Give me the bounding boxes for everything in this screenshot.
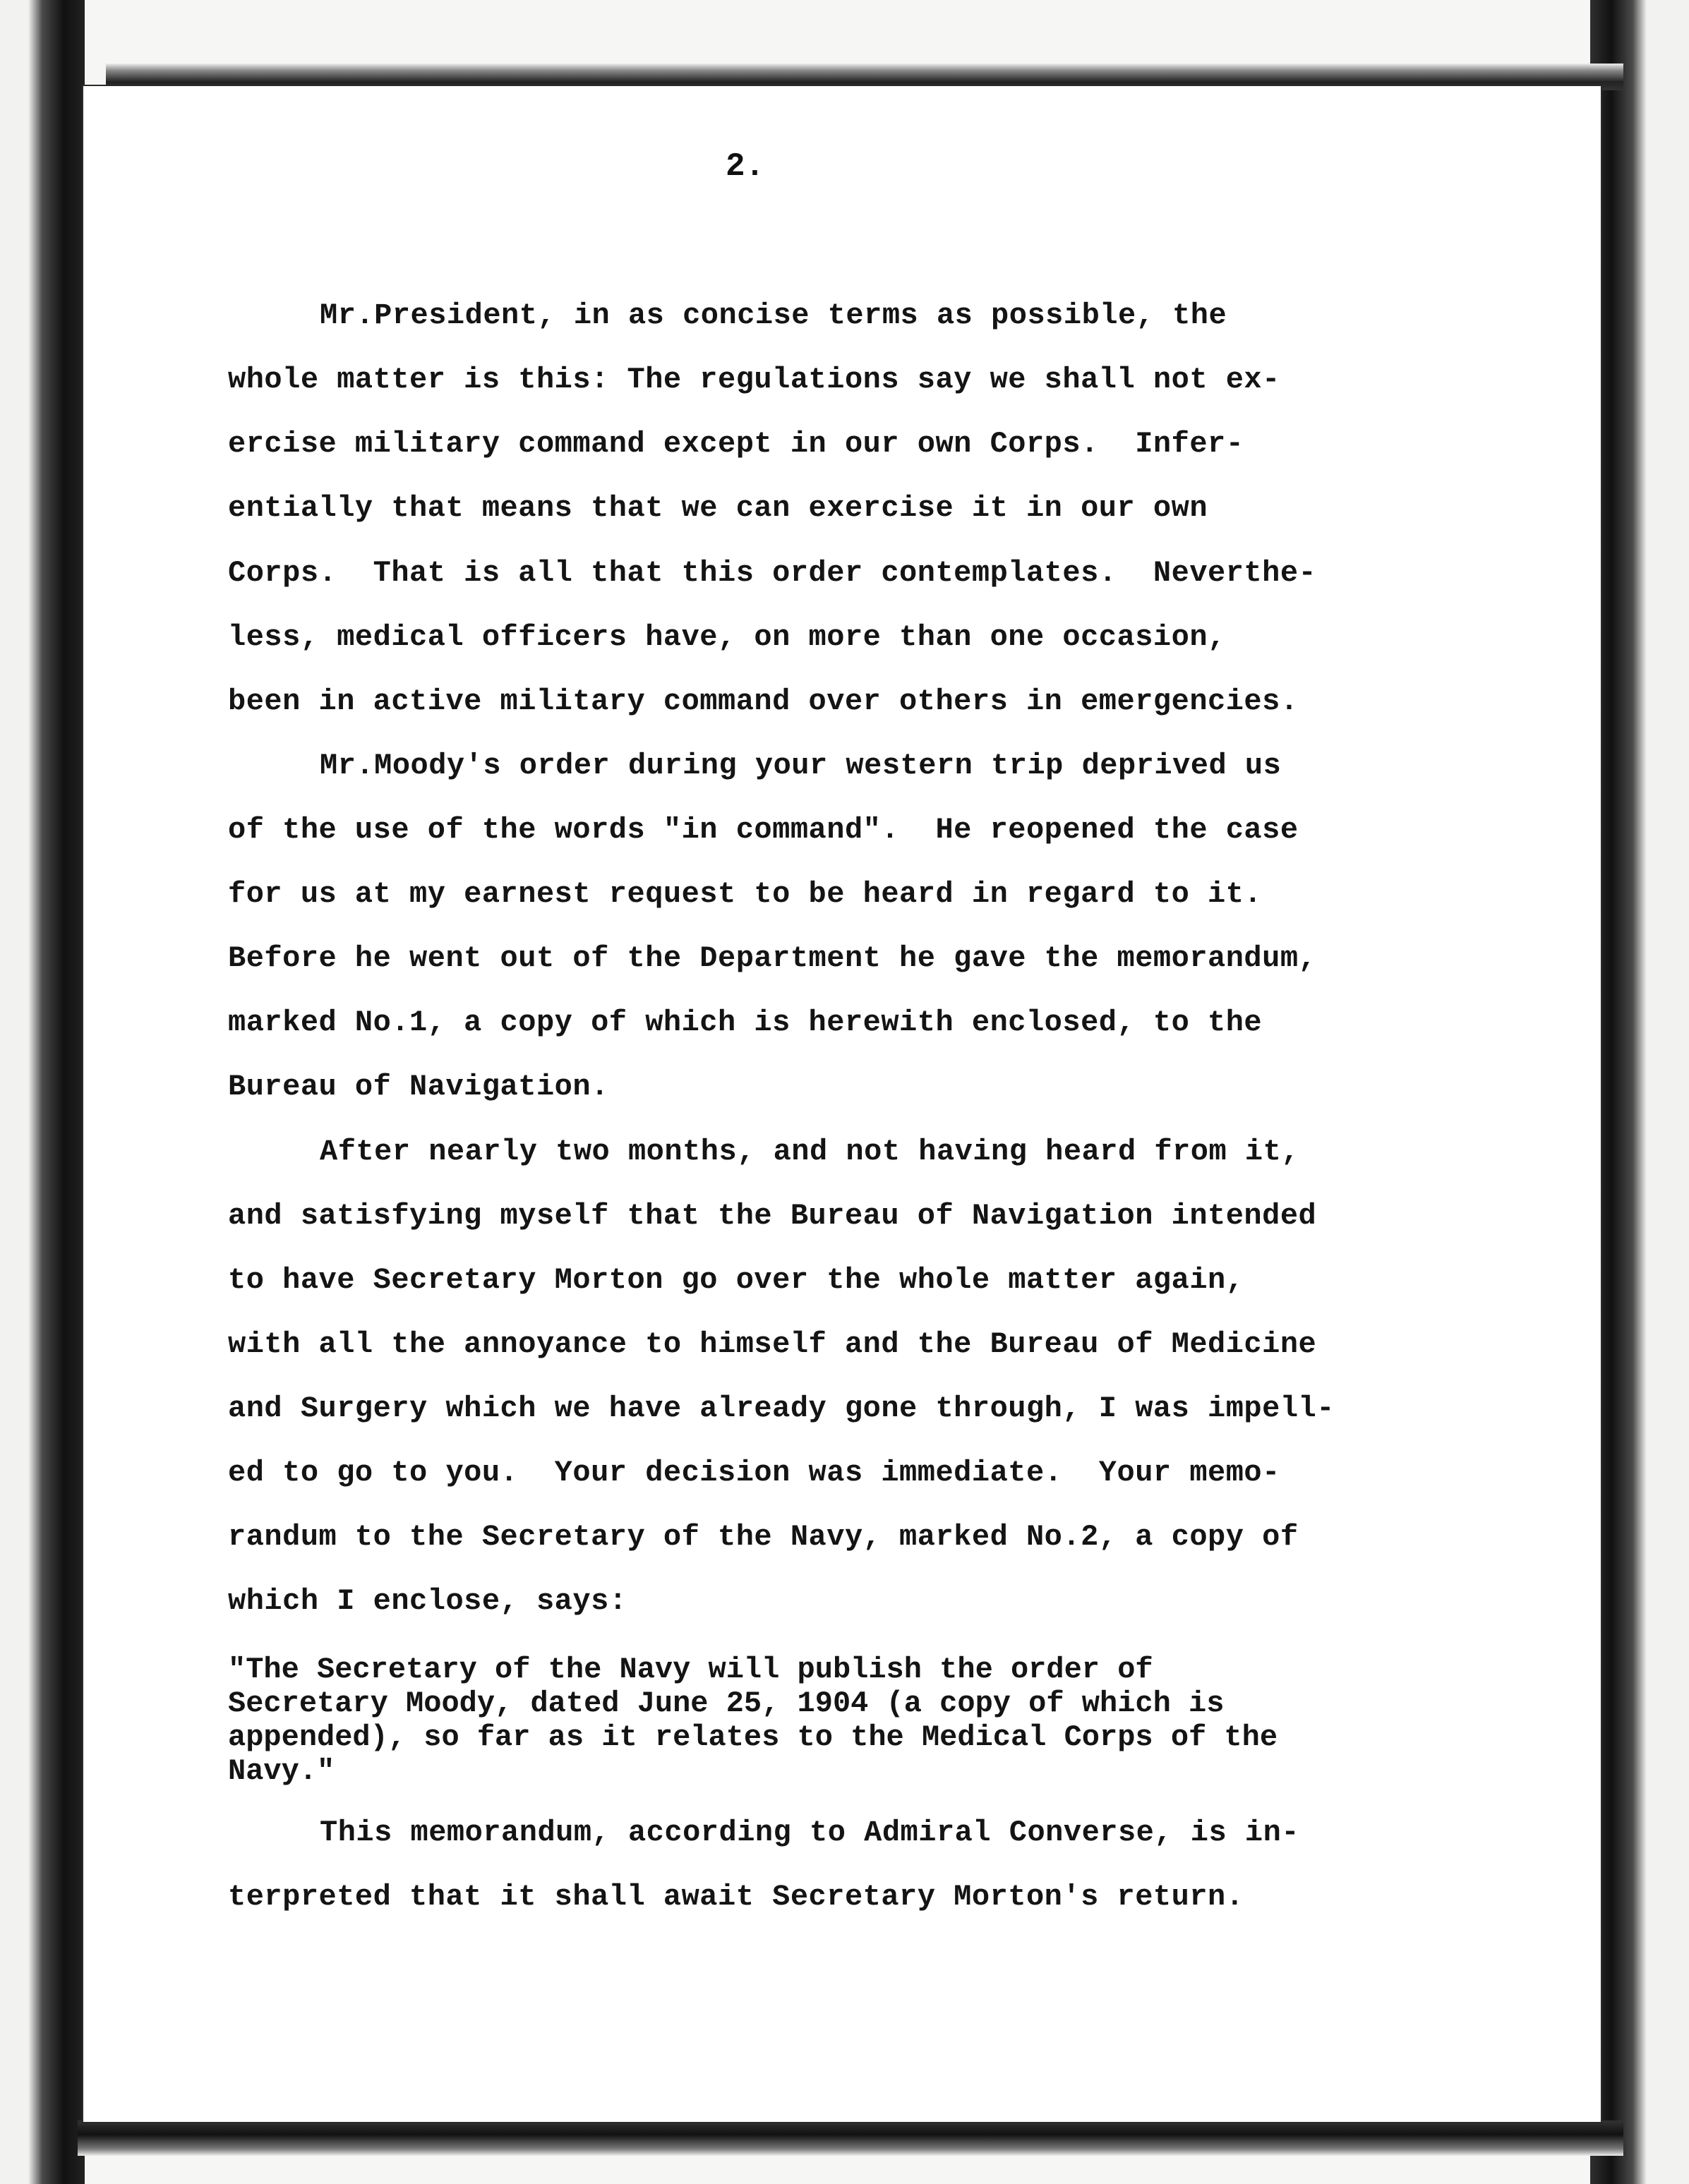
paragraph-2-line-6: Bureau of Navigation. — [228, 1070, 609, 1104]
paragraph-3-line-5: and Surgery which we have already gone through, I was impell- — [228, 1392, 1335, 1425]
paragraph-5-line-2: terpreted that it shall await Secretary Morton's return. — [228, 1880, 1244, 1914]
paragraph-1-line-1: Mr.President, in as concise terms as possible, the — [320, 298, 1227, 332]
paragraph-1-line-3: ercise military command except in our own Corps. Infer- — [228, 427, 1244, 461]
paragraph-3-line-4: with all the annoyance to himself and the Bureau of Medicine — [228, 1327, 1317, 1361]
paragraph-1-line-7: been in active military command over others in emergencies. — [228, 684, 1299, 718]
paragraph-3-line-6: ed to go to you. Your decision was immediate. Your memo- — [228, 1456, 1280, 1490]
page-number: 2. — [726, 148, 765, 185]
paragraph-1-line-2: whole matter is this: The regulations say we shall not ex- — [228, 363, 1280, 397]
paragraph-1-line-4: entially that means that we can exercise it in our own — [228, 491, 1208, 525]
paragraph-2-line-3: for us at my earnest request to be heard in regard to it. — [228, 877, 1263, 911]
paragraph-3-line-7: randum to the Secretary of the Navy, marked No.2, a copy of — [228, 1520, 1299, 1554]
paragraph-2-line-2: of the use of the words "in command". He reopened the case — [228, 813, 1299, 847]
paragraph-3-line-2: and satisfying myself that the Bureau of Navigation intended — [228, 1199, 1317, 1233]
scan-edge-bottom — [78, 2120, 1623, 2156]
quote-line-4: Navy." — [228, 1754, 335, 1788]
paragraph-5-line-1: This memorandum, according to Admiral Converse, is in- — [320, 1816, 1300, 1850]
paragraph-3-line-1: After nearly two months, and not having heard from it, — [320, 1135, 1300, 1169]
paragraph-2-line-1: Mr.Moody's order during your western trip deprived us — [320, 749, 1282, 783]
paragraph-3-line-8: which I enclose, says: — [228, 1584, 627, 1618]
paragraph-3-line-3: to have Secretary Morton go over the whole matter again, — [228, 1263, 1244, 1297]
scan-edge-right — [1590, 0, 1689, 2184]
quote-line-2: Secretary Moody, dated June 25, 1904 (a copy of which is — [228, 1687, 1225, 1720]
quote-line-3: appended), so far as it relates to the Medical Corps of the — [228, 1720, 1278, 1754]
paragraph-2-line-5: marked No.1, a copy of which is herewith enclosed, to the — [228, 1006, 1263, 1039]
scan-edge-left — [0, 0, 85, 2184]
paragraph-1-line-6: less, medical officers have, on more than one occasion, — [228, 620, 1226, 654]
paragraph-1-line-5: Corps. That is all that this order contemplates. Neverthe- — [228, 556, 1317, 590]
paragraph-2-line-4: Before he went out of the Department he gave the memorandum, — [228, 941, 1317, 975]
quote-line-1: "The Secretary of the Navy will publish the order of — [228, 1653, 1153, 1687]
